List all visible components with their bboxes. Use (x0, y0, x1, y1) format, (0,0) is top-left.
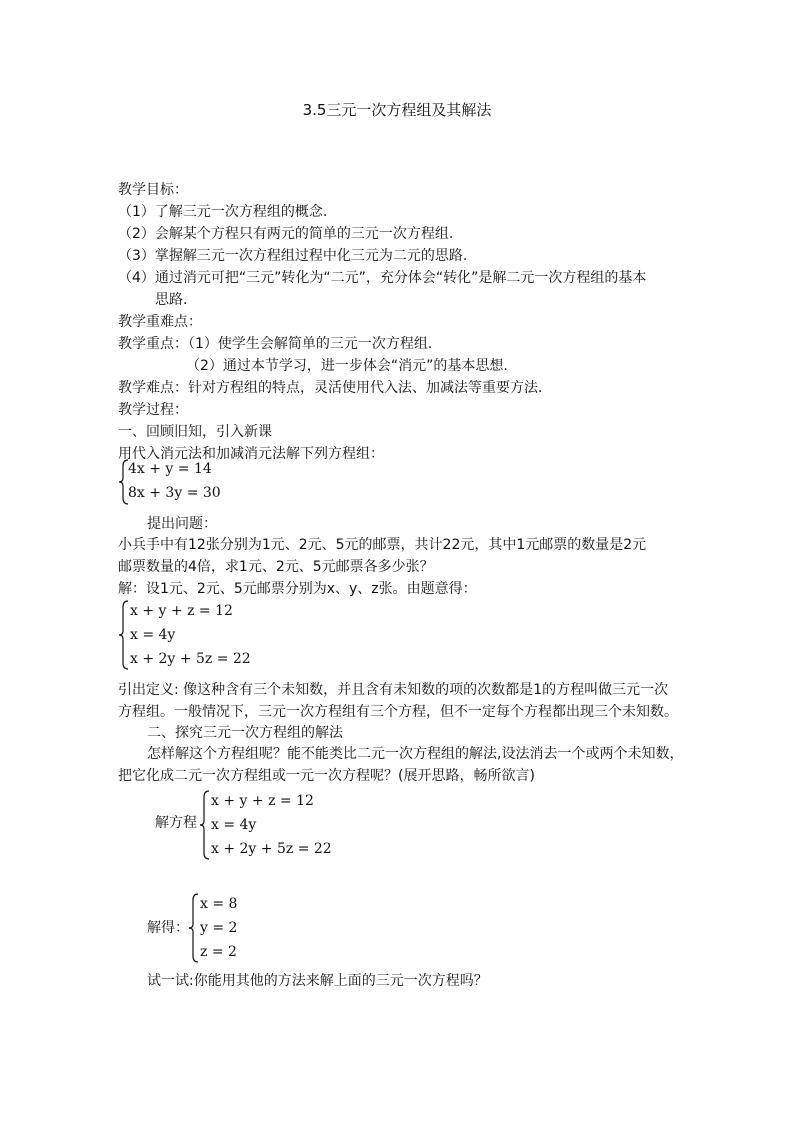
solve-equation-1: x + y + z = 12 (211, 793, 314, 809)
process-heading: 教学过程： (118, 402, 188, 418)
page-title: 3.5三元一次方程组及其解法 (302, 101, 492, 119)
goal-4-line-2: 思路. (155, 292, 188, 308)
difficult-point: 教学难点：针对方程组的特点，灵活使用代入法、加减法等重要方法. (118, 380, 543, 396)
section-1-heading: 一、回顾旧知，引入新课 (118, 424, 272, 440)
explore-line-2: 把它化成二元一次方程组或一元一次方程呢？(展开思路，畅所欲言) (118, 768, 535, 784)
key-point-1: 教学重点：（1）使学生会解简单的三元一次方程组. (118, 336, 433, 352)
key-difficult-heading: 教学重难点： (118, 314, 202, 330)
goal-2: （2）会解某个方程只有两元的简单的三元一次方程组. (118, 226, 454, 242)
problem-line-2: 邮票数量的4倍，求1元、2元、5元邮票各多少张？ (118, 559, 434, 575)
solve-equation-2: x = 4y (211, 817, 257, 833)
review-equation-1: 4x + y = 14 (128, 461, 212, 477)
result-equation-3: z = 2 (200, 944, 237, 960)
solve-equation-3: x + 2y + 5z = 22 (211, 841, 332, 857)
review-prompt: 用代入消元法和加减消元法解下列方程组： (118, 446, 384, 462)
review-equation-system (118, 458, 278, 506)
problem-line-1: 小兵手中有12张分别为1元、2元、5元的邮票，共计22元，其中1元邮票的数量是2元 (118, 537, 647, 553)
result-equation-system (188, 892, 308, 964)
review-equation-2: 8x + 3y = 30 (128, 485, 221, 501)
problem-equation-1: x + y + z = 12 (130, 603, 233, 619)
problem-equation-3: x + 2y + 5z = 22 (130, 651, 251, 667)
question-label: 提出问题： (147, 516, 217, 532)
problem-equation-system (118, 599, 318, 671)
solution-setup: 解：设1元、2元、5元邮票分别为x、y、z张。由题意得： (118, 581, 477, 597)
definition-line-2: 方程组。一般情况下，三元一次方程组有三个方程，但不一定每个方程都出现三个未知数。 (118, 704, 678, 720)
solve-label: 解方程 (155, 815, 197, 831)
problem-equation-2: x = 4y (130, 627, 176, 643)
section-2-heading: 二、探究三元一次方程组的解法 (147, 725, 343, 741)
try-it-line: 试一试:你能用其他的方法来解上面的三元一次方程吗？ (147, 973, 488, 989)
result-equation-2: y = 2 (200, 920, 238, 936)
left-brace-icon (118, 599, 130, 671)
goal-1: （1）了解三元一次方程组的概念. (118, 204, 328, 220)
solve-equation-system (199, 789, 399, 861)
key-point-2: （2）通过本节学习，进一步体会“消元”的基本思想. (186, 358, 508, 374)
result-equation-1: x = 8 (200, 896, 238, 912)
goal-3: （3）掌握解三元一次方程组过程中化三元为二元的思路. (118, 248, 468, 264)
definition-line-1: 引出定义: 像这种含有三个未知数，并且含有未知数的项的次数都是1的方程叫做三元一次 (118, 682, 669, 698)
left-brace-icon (199, 789, 211, 861)
explore-line-1: 怎样解这个方程组呢？能不能类比二元一次方程组的解法,设法消去一个或两个未知数， (147, 746, 684, 762)
goals-heading: 教学目标： (118, 182, 188, 198)
goal-4-line-1: （4）通过消元可把“三元”转化为“二元”，充分体会“转化”是解二元一次方程组的基本 (118, 270, 647, 286)
result-label: 解得： (147, 920, 189, 936)
left-brace-icon (188, 892, 200, 964)
